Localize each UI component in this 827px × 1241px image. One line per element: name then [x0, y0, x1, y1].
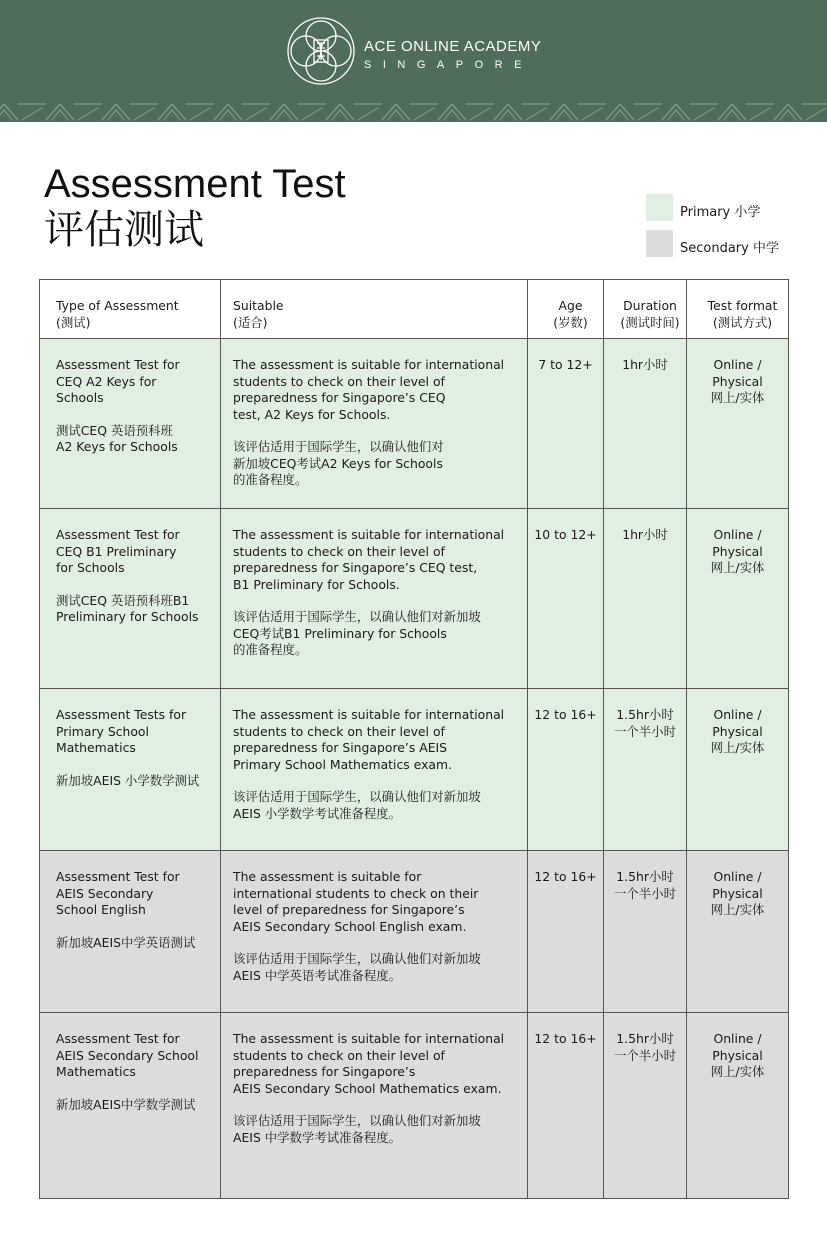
suitable-chinese: [233, 951, 521, 984]
header-duration-zh: (测试时间): [620, 314, 680, 330]
suitable-en-line: Primary School Mathematics exam.: [233, 756, 453, 772]
suitable-english: [233, 1031, 521, 1097]
cell-suitable: [221, 851, 528, 1013]
header-format-zh: (测试方式): [712, 314, 773, 330]
cell-type: [40, 1013, 221, 1199]
suitable-en-line: students to check on their level of: [233, 543, 445, 559]
type-en-line: for Schools: [56, 560, 125, 575]
suitable-english: [233, 527, 521, 593]
duration-line: 1.5hr小时: [616, 1031, 674, 1046]
suitable-en-line: The assessment is suitable for international: [233, 1031, 505, 1046]
assessment-table: [39, 279, 789, 1199]
header-format: [687, 280, 789, 339]
suitable-en-line: B1 Preliminary for Schools.: [233, 576, 400, 592]
suitable-en-line: The assessment is suitable for international: [233, 707, 505, 722]
cell-suitable: [221, 339, 528, 509]
cell-type: [40, 339, 221, 509]
header-age-en: Age: [558, 298, 583, 313]
suitable-zh-line: 新加坡CEQ考试A2 Keys for Schools: [233, 455, 443, 471]
suitable-en-line: The assessment is suitable for international: [233, 357, 505, 372]
cell-duration: [604, 689, 687, 851]
suitable-en-line: students to check on their level of: [233, 1047, 445, 1063]
header-type: [40, 280, 221, 339]
header-age-zh: (岁数): [553, 314, 588, 330]
cell-suitable: [221, 689, 528, 851]
type-en-line: School English: [56, 902, 146, 917]
duration-line: 一个半小时: [614, 723, 676, 739]
cell-duration: [604, 339, 687, 509]
type-zh-line: 新加坡AEIS中学数学测试: [56, 1096, 196, 1112]
age-value: 12 to 16+: [534, 1031, 597, 1046]
type-en-line: Mathematics: [56, 740, 136, 755]
suitable-zh-line: 该评估适用于国际学生，以确认他们对新加坡: [233, 609, 481, 624]
cell-duration: [604, 851, 687, 1013]
legend-label-secondary: Secondary 中学: [680, 241, 779, 256]
cell-age: [528, 509, 604, 689]
format-line: Physical: [712, 723, 763, 739]
table-header-row: [40, 280, 789, 339]
format-line: Online /: [713, 527, 762, 542]
duration-line: 1.5hr小时: [616, 869, 674, 884]
format-line: 网上/实体: [710, 560, 765, 575]
duration-line: 1hr小时: [622, 527, 668, 542]
table-row: [40, 509, 789, 689]
legend-swatch-secondary: [646, 230, 673, 257]
suitable-en-line: preparedness for Singapore’s CEQ test,: [233, 560, 478, 575]
format-line: Physical: [712, 1047, 763, 1063]
suitable-zh-line: 该评估适用于国际学生，以确认他们对: [233, 439, 444, 454]
suitable-zh-line: 该评估适用于国际学生，以确认他们对新加坡: [233, 951, 481, 966]
cell-format: [687, 1013, 789, 1199]
type-en-line: AEIS Secondary: [56, 885, 154, 901]
format-line: Physical: [712, 543, 763, 559]
suitable-en-line: test, A2 Keys for Schools.: [233, 406, 391, 422]
format-line: 网上/实体: [710, 390, 765, 405]
type-en-line: Assessment Test for: [56, 869, 180, 884]
format-line: Online /: [713, 357, 762, 372]
suitable-en-line: international students to check on their: [233, 885, 479, 901]
legend-item-secondary: [646, 230, 816, 258]
duration-line: 1hr小时: [622, 357, 668, 372]
suitable-english: [233, 707, 521, 773]
age-value: 7 to 12+: [538, 357, 593, 372]
suitable-zh-line: 的准备程度。: [233, 642, 308, 657]
age-value: 10 to 12+: [534, 527, 597, 542]
duration-line: 1.5hr小时: [616, 707, 674, 722]
table-row: [40, 1013, 789, 1199]
type-zh-line: 测试CEQ 英语预科班B1: [56, 592, 190, 608]
header-duration-en: Duration: [623, 298, 677, 313]
type-en-line: Mathematics: [56, 1064, 136, 1079]
duration-line: 一个半小时: [614, 885, 676, 901]
header-type-zh: (测试): [56, 314, 91, 330]
format-line: 网上/实体: [710, 1064, 765, 1079]
cell-age: [528, 1013, 604, 1199]
suitable-zh-line: 该评估适用于国际学生，以确认他们对新加坡: [233, 789, 481, 804]
type-zh-line: Preliminary for Schools: [56, 609, 199, 624]
age-value: 12 to 16+: [534, 707, 597, 722]
suitable-zh-line: AEIS 中学数学考试准备程度。: [233, 1129, 402, 1145]
cell-type: [40, 689, 221, 851]
suitable-en-line: students to check on their level of: [233, 373, 445, 389]
cell-format: [687, 689, 789, 851]
header-duration: [604, 280, 687, 339]
type-english: [56, 527, 214, 577]
format-line: Online /: [713, 869, 762, 884]
cell-age: [528, 689, 604, 851]
type-en-line: CEQ A2 Keys for: [56, 373, 157, 389]
type-chinese: [56, 1097, 214, 1114]
type-english: [56, 1031, 214, 1081]
type-en-line: Assessment Test for: [56, 527, 180, 542]
format-line: Physical: [712, 373, 763, 389]
cell-suitable: [221, 509, 528, 689]
brand: [364, 38, 541, 72]
type-english: [56, 707, 214, 757]
header-pattern: [0, 100, 827, 122]
type-zh-line: 测试CEQ 英语预科班: [56, 422, 173, 438]
type-zh-line: 新加坡AEIS中学英语测试: [56, 934, 196, 950]
type-en-line: Assessment Tests for: [56, 707, 187, 722]
suitable-english: [233, 869, 521, 935]
suitable-zh-line: 的准备程度。: [233, 472, 308, 487]
suitable-chinese: [233, 789, 521, 822]
suitable-chinese: [233, 609, 521, 659]
suitable-zh-line: AEIS 小学数学考试准备程度。: [233, 805, 402, 821]
suitable-zh-line: 该评估适用于国际学生，以确认他们对新加坡: [233, 1113, 481, 1128]
brand-subtitle: SINGAPORE: [364, 59, 533, 71]
suitable-chinese: [233, 439, 521, 489]
suitable-en-line: The assessment is suitable for international: [233, 527, 505, 542]
suitable-en-line: preparedness for Singapore’s: [233, 1064, 416, 1079]
type-chinese: [56, 935, 214, 952]
type-chinese: [56, 423, 214, 456]
type-en-line: Schools: [56, 390, 104, 405]
suitable-zh-line: CEQ考试B1 Preliminary for Schools: [233, 625, 447, 641]
format-line: Physical: [712, 885, 763, 901]
cell-format: [687, 851, 789, 1013]
format-line: 网上/实体: [710, 902, 765, 917]
legend-item-primary: [646, 194, 816, 222]
header-suitable: [221, 280, 528, 339]
suitable-zh-line: AEIS 中学英语考试准备程度。: [233, 967, 402, 983]
type-en-line: Assessment Test for: [56, 357, 180, 372]
cell-age: [528, 851, 604, 1013]
cell-duration: [604, 1013, 687, 1199]
suitable-en-line: The assessment is suitable for: [233, 869, 422, 884]
type-english: [56, 869, 214, 919]
type-en-line: CEQ B1 Preliminary: [56, 543, 177, 559]
page-header: [0, 0, 827, 122]
table-row: [40, 851, 789, 1013]
ace-flower-logo-icon: [286, 16, 356, 86]
suitable-en-line: level of preparedness for Singapore’s: [233, 902, 465, 917]
type-zh-line: A2 Keys for Schools: [56, 439, 178, 454]
table-row: [40, 339, 789, 509]
type-chinese: [56, 773, 214, 790]
cell-age: [528, 339, 604, 509]
type-en-line: Primary School: [56, 723, 149, 739]
page-title: Assessment Test: [44, 162, 346, 206]
header-format-en: Test format: [707, 298, 778, 313]
format-line: 网上/实体: [710, 740, 765, 755]
format-line: Online /: [713, 1031, 762, 1046]
type-chinese: [56, 593, 214, 626]
legend-swatch-primary: [646, 194, 673, 221]
header-type-en: Type of Assessment: [56, 298, 179, 313]
cell-duration: [604, 509, 687, 689]
format-line: Online /: [713, 707, 762, 722]
duration-line: 一个半小时: [614, 1047, 676, 1063]
type-en-line: Assessment Test for: [56, 1031, 180, 1046]
type-english: [56, 357, 214, 407]
header-suitable-zh: (适合): [233, 314, 268, 330]
table-row: [40, 689, 789, 851]
suitable-en-line: preparedness for Singapore’s AEIS: [233, 740, 448, 755]
suitable-english: [233, 357, 521, 423]
page-title-chinese: 评估测试: [44, 207, 204, 253]
header-suitable-en: Suitable: [233, 298, 284, 313]
cell-format: [687, 339, 789, 509]
cell-suitable: [221, 1013, 528, 1199]
header-age: [528, 280, 604, 339]
cell-type: [40, 509, 221, 689]
cell-format: [687, 509, 789, 689]
type-zh-line: 新加坡AEIS 小学数学测试: [56, 772, 200, 788]
type-en-line: AEIS Secondary School: [56, 1047, 199, 1063]
suitable-en-line: preparedness for Singapore’s CEQ: [233, 390, 446, 405]
suitable-chinese: [233, 1113, 521, 1146]
age-value: 12 to 16+: [534, 869, 597, 884]
suitable-en-line: AEIS Secondary School Mathematics exam.: [233, 1080, 502, 1096]
suitable-en-line: students to check on their level of: [233, 723, 445, 739]
cell-type: [40, 851, 221, 1013]
legend-label-primary: Primary 小学: [680, 205, 761, 220]
brand-name: ACE ONLINE ACADEMY: [364, 38, 542, 55]
suitable-en-line: AEIS Secondary School English exam.: [233, 918, 467, 934]
